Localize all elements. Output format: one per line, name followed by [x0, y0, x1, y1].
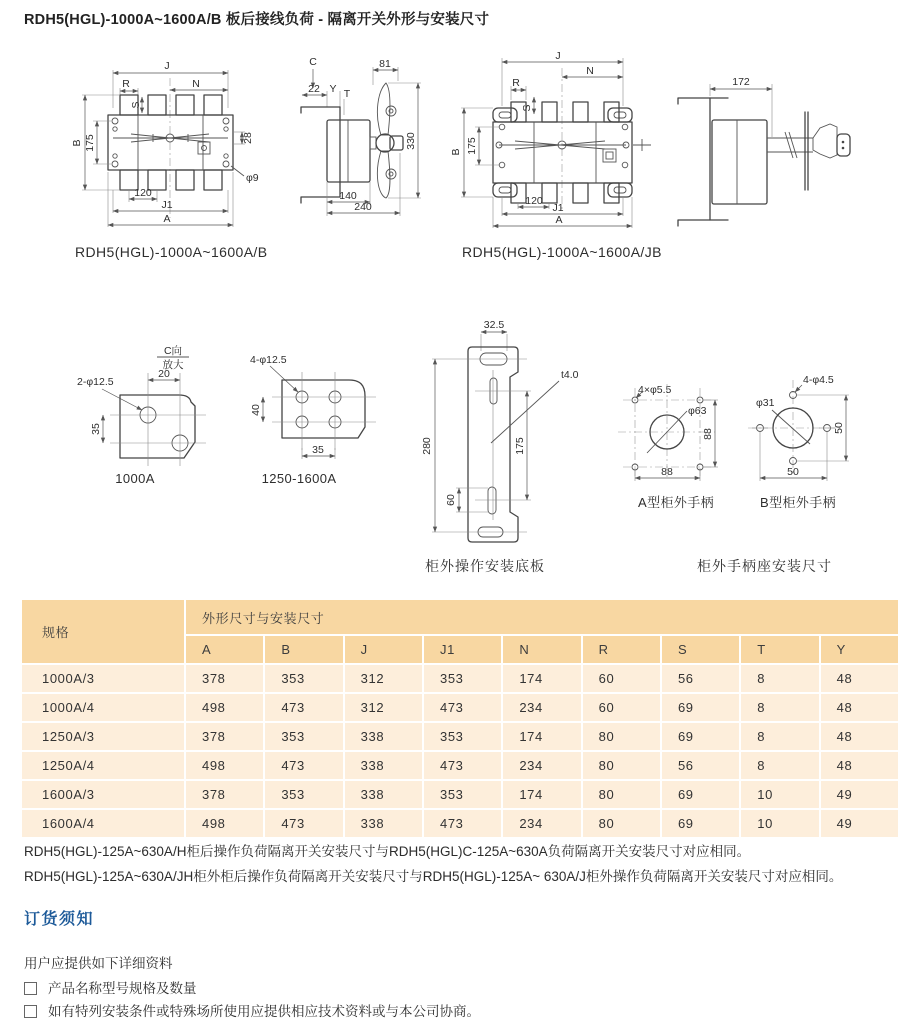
drawing-pad-1000: [70, 340, 250, 470]
drawing-base-plate: [415, 310, 590, 555]
dim-label: J: [555, 50, 561, 62]
table-cell: 353: [424, 665, 501, 692]
dim-label: 32.5: [483, 319, 505, 331]
dim-label: 240: [354, 201, 372, 213]
dim-label: 172: [732, 76, 750, 88]
table-cell: 80: [583, 752, 660, 779]
table-row: [22, 665, 898, 692]
column-header: J1: [424, 636, 501, 663]
table-cell: 234: [503, 694, 580, 721]
column-header: A: [186, 636, 263, 663]
table-cell: 80: [583, 781, 660, 808]
dim-label: φ63: [688, 405, 707, 417]
dim-label: 4×φ5.5: [638, 384, 672, 396]
table-cell: 353: [424, 781, 501, 808]
dim-label: C: [309, 56, 317, 68]
dim-label: J1: [552, 202, 564, 214]
checkbox-icon: [24, 1005, 37, 1018]
dim-label: 120: [525, 195, 543, 207]
table-cell: 48: [821, 665, 898, 692]
table-cell: 353: [265, 723, 342, 750]
dim-label: N: [192, 78, 200, 90]
page-title: RDH5(HGL)-1000A~1600A/B 板后接线负荷 - 隔离开关外形与安装尺寸: [24, 12, 490, 28]
table-cell: 353: [265, 665, 342, 692]
dim-label: R: [122, 78, 130, 90]
group-header: 外形尺寸与安装尺寸: [186, 600, 898, 634]
table-cell: 49: [821, 781, 898, 808]
column-header: S: [662, 636, 739, 663]
table-cell: 8: [741, 723, 818, 750]
dim-label: T: [343, 88, 351, 100]
dim-label: t4.0: [561, 369, 579, 381]
table-cell: 69: [662, 694, 739, 721]
table-cell: 1000A/4: [22, 694, 184, 721]
drawing-handle-b: [748, 370, 870, 488]
table-cell: 473: [424, 810, 501, 837]
table-cell: 48: [821, 752, 898, 779]
spec-column-header: 规格: [22, 600, 184, 663]
ordering-item-2: [24, 1000, 480, 1020]
caption-handle-a: A型柜外手柄: [638, 495, 715, 510]
dim-label: 88: [661, 466, 673, 478]
dim-label: 175: [84, 134, 96, 152]
table-row: [22, 781, 898, 808]
dim-label: 4-φ4.5: [803, 374, 834, 386]
table-cell: 498: [186, 752, 263, 779]
view-sub-label: 放大: [162, 359, 184, 371]
table-cell: 1000A/3: [22, 665, 184, 692]
dim-label: 35: [312, 444, 324, 456]
table-cell: 174: [503, 723, 580, 750]
table-row: [22, 752, 898, 779]
table-cell: 498: [186, 810, 263, 837]
ordering-item-text: 产品名称型号规格及数量: [48, 981, 197, 996]
ordering-item-1: [24, 977, 197, 997]
table-cell: 80: [583, 723, 660, 750]
checkbox-icon: [24, 982, 37, 995]
table-cell: 473: [265, 810, 342, 837]
note-line-1: RDH5(HGL)-125A~630A/H柜后操作负荷隔离开关安装尺寸与RDH5(HGL)C-125A~630A负荷隔离开关安装尺寸对应相同。: [24, 844, 751, 859]
caption-front-jb: RDH5(HGL)-1000A~1600A/JB: [462, 244, 662, 260]
dim-label: 20: [158, 368, 170, 380]
table-cell: 69: [662, 810, 739, 837]
table-cell: 69: [662, 781, 739, 808]
table-cell: 8: [741, 694, 818, 721]
dim-label: A: [555, 214, 563, 226]
dim-label: 35: [90, 423, 102, 435]
table-cell: 69: [662, 723, 739, 750]
dim-label: φ9: [246, 172, 259, 184]
dim-label: J: [164, 60, 170, 72]
table-row: [22, 694, 898, 721]
ordering-item-text: 如有特列安装条件或特殊场所使用应提供相应技术资料或与本公司协商。: [48, 1004, 480, 1019]
dim-label: Y: [329, 83, 337, 95]
view-label: C向: [163, 345, 183, 357]
table-header-row: [22, 600, 898, 634]
table-cell: 234: [503, 810, 580, 837]
dim-label: 2-φ12.5: [77, 376, 114, 388]
table-cell: 1250A/4: [22, 752, 184, 779]
dim-label: 50: [833, 422, 845, 434]
table-cell: 234: [503, 752, 580, 779]
dim-label: B: [71, 139, 83, 147]
table-cell: 312: [345, 694, 422, 721]
column-header: J: [345, 636, 422, 663]
caption-pad-1000: 1000A: [115, 471, 155, 486]
drawing-side-jb: [670, 62, 870, 237]
drawing-side-b: [292, 55, 432, 227]
caption-pad-1250: 1250-1600A: [261, 471, 337, 486]
table-cell: 56: [662, 752, 739, 779]
dim-label: 175: [514, 437, 526, 455]
table-row: [22, 810, 898, 837]
table-cell: 1600A/3: [22, 781, 184, 808]
table-cell: 80: [583, 810, 660, 837]
table-cell: 8: [741, 665, 818, 692]
table-cell: 60: [583, 665, 660, 692]
table-cell: 174: [503, 781, 580, 808]
drawing-front-b: [63, 50, 313, 242]
column-header: T: [741, 636, 818, 663]
column-header: Y: [821, 636, 898, 663]
dim-label: 28: [242, 132, 254, 144]
table-cell: 378: [186, 665, 263, 692]
table-cell: 473: [265, 752, 342, 779]
caption-front-b: RDH5(HGL)-1000A~1600A/B: [75, 244, 268, 260]
table-cell: 60: [583, 694, 660, 721]
table-cell: 1600A/4: [22, 810, 184, 837]
table-cell: 48: [821, 694, 898, 721]
column-header: B: [265, 636, 342, 663]
column-header: R: [583, 636, 660, 663]
dim-label: 175: [466, 137, 478, 155]
dim-label: 140: [339, 190, 357, 202]
table-cell: 312: [345, 665, 422, 692]
dim-label: 280: [421, 437, 433, 455]
table-cell: 378: [186, 723, 263, 750]
dim-label: 4-φ12.5: [250, 354, 287, 366]
table-cell: 10: [741, 781, 818, 808]
dim-label: 22: [308, 83, 320, 95]
table-cell: 338: [345, 810, 422, 837]
table-cell: 498: [186, 694, 263, 721]
caption-handle-b: B型柜外手柄: [760, 495, 837, 510]
dim-label: 88: [702, 428, 714, 440]
caption-base-plate: 柜外操作安装底板: [425, 558, 545, 574]
table-cell: 10: [741, 810, 818, 837]
dim-label: S: [130, 101, 142, 109]
dim-label: B: [450, 148, 462, 156]
table-cell: 49: [821, 810, 898, 837]
table-cell: 338: [345, 781, 422, 808]
table-cell: 1250A/3: [22, 723, 184, 750]
dim-label: 81: [379, 58, 391, 70]
table-cell: 338: [345, 752, 422, 779]
dim-label: A: [163, 213, 171, 225]
table-cell: 8: [741, 752, 818, 779]
table-cell: 378: [186, 781, 263, 808]
dimensions-table: [20, 598, 900, 839]
dim-label: 40: [250, 404, 262, 416]
dim-label: 60: [445, 494, 457, 506]
note-line-2: RDH5(HGL)-125A~630A/JH柜外柜后操作负荷隔离开关安装尺寸与RDH5(HGL)-125A~ 630A/J柜外操作负荷隔离开关安装尺寸对应相同。: [24, 869, 843, 884]
ordering-intro: 用户应提供如下详细资料: [24, 956, 173, 971]
drawing-handle-a: [615, 370, 765, 488]
dim-label: J1: [161, 199, 173, 211]
table-cell: 48: [821, 723, 898, 750]
dim-label: S: [521, 104, 533, 112]
drawing-pad-1250: [248, 348, 388, 470]
dim-label: N: [586, 65, 594, 77]
table-cell: 56: [662, 665, 739, 692]
caption-handle-seats: 柜外手柄座安装尺寸: [697, 558, 832, 574]
table-cell: 473: [424, 694, 501, 721]
dim-label: φ31: [756, 397, 775, 409]
dim-label: 330: [405, 132, 417, 150]
table-cell: 353: [265, 781, 342, 808]
table-cell: 473: [424, 752, 501, 779]
drawing-front-jb: [450, 50, 705, 242]
dim-label: 120: [134, 187, 152, 199]
table-cell: 353: [424, 723, 501, 750]
table-cell: 338: [345, 723, 422, 750]
ordering-heading: 订货须知: [24, 911, 95, 928]
table-cell: 473: [265, 694, 342, 721]
dim-label: 50: [787, 466, 799, 478]
table-cell: 174: [503, 665, 580, 692]
column-header: N: [503, 636, 580, 663]
table-row: [22, 723, 898, 750]
dim-label: R: [512, 77, 520, 89]
